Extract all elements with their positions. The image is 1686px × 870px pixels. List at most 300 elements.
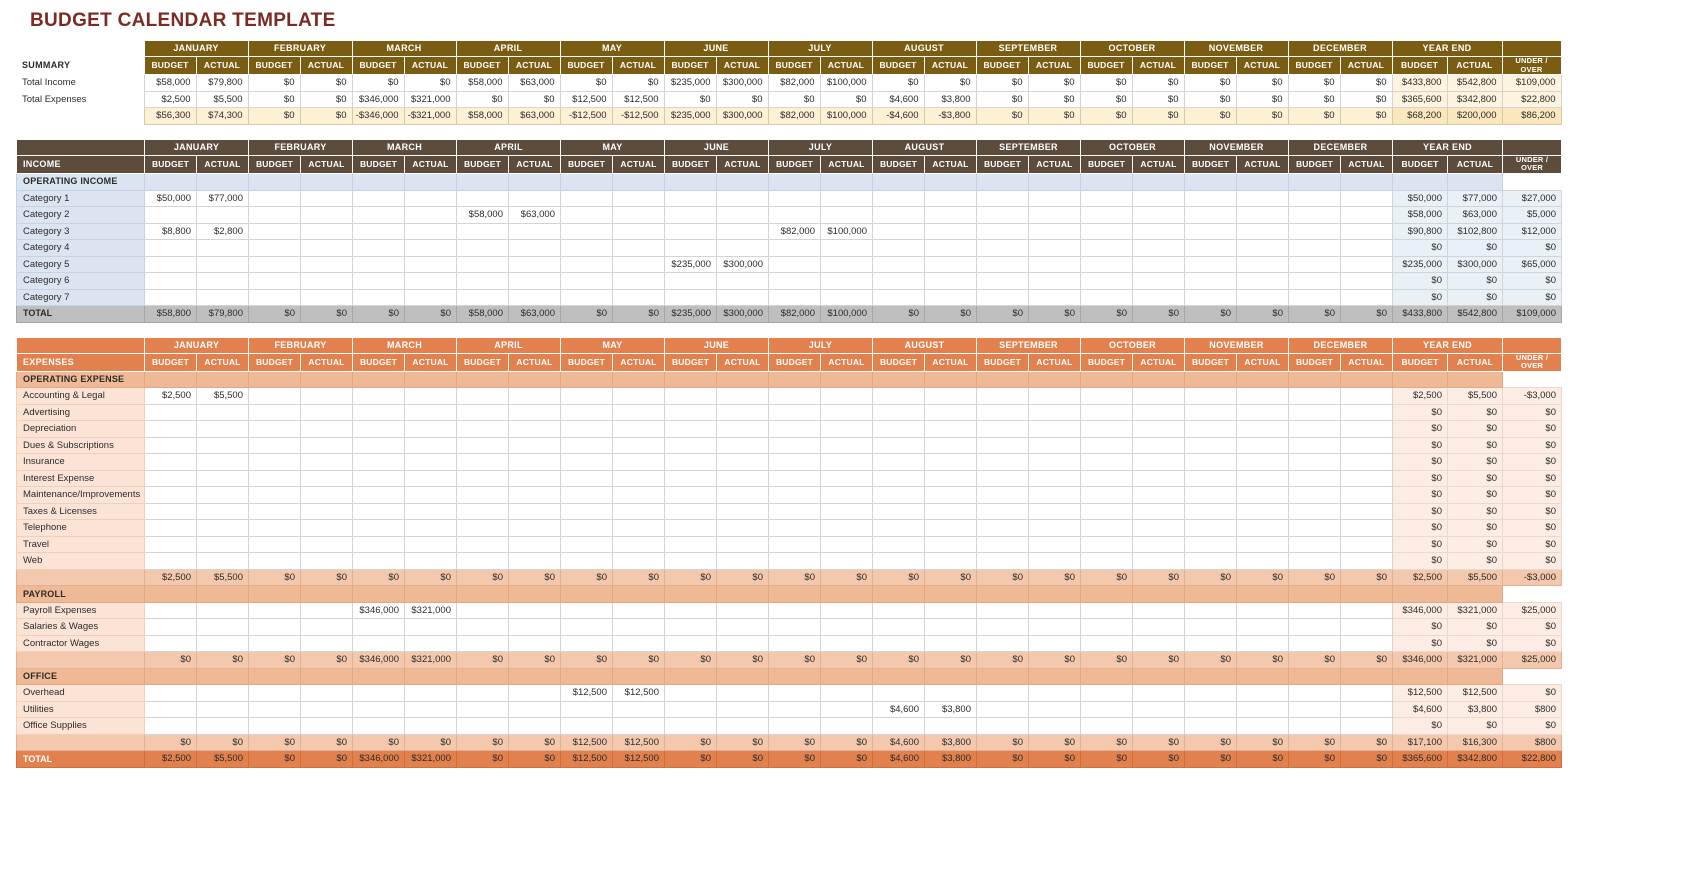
- expense-subtotal-label: [17, 652, 145, 669]
- section-filler: [769, 371, 821, 388]
- section-filler: [873, 586, 925, 603]
- cell: [977, 487, 1029, 504]
- year-end-actual: $0: [1448, 240, 1503, 257]
- actual-subheader: ACTUAL: [405, 155, 457, 173]
- cell: $0: [1289, 652, 1341, 669]
- year-end-actual: $0: [1448, 404, 1503, 421]
- cell: $5,500: [196, 91, 248, 108]
- cell: $0: [768, 91, 820, 108]
- cell: [821, 437, 873, 454]
- budget-subheader: BUDGET: [664, 57, 716, 75]
- cell: $12,500: [612, 91, 664, 108]
- cell: [1081, 602, 1133, 619]
- cell: [1341, 190, 1393, 207]
- month-header-january: JANUARY: [144, 41, 248, 57]
- cell: [145, 437, 197, 454]
- row-label: Category 6: [17, 273, 145, 290]
- actual-subheader: ACTUAL: [821, 155, 873, 173]
- month-header-row: [17, 139, 1562, 155]
- actual-subheader: ACTUAL: [1448, 353, 1503, 371]
- cell: [405, 437, 457, 454]
- cell: [925, 437, 977, 454]
- cell: [717, 454, 769, 471]
- budget-subheader: BUDGET: [456, 57, 508, 75]
- cell: [197, 685, 249, 702]
- cell: [249, 207, 301, 224]
- month-header-april: APRIL: [457, 139, 561, 155]
- cell: $0: [1184, 75, 1236, 92]
- cell: [1029, 602, 1081, 619]
- cell: [1081, 273, 1133, 290]
- cell: $0: [301, 734, 353, 751]
- cell: [1081, 207, 1133, 224]
- cell: [457, 470, 509, 487]
- budget-subheader: BUDGET: [457, 353, 509, 371]
- expense-subtotal-row: [17, 569, 1562, 586]
- cell: $0: [1029, 306, 1081, 323]
- cell: $0: [1289, 306, 1341, 323]
- cell: $12,500: [561, 685, 613, 702]
- cell: [457, 520, 509, 537]
- cell: [1081, 553, 1133, 570]
- cell: $0: [301, 751, 353, 768]
- cell: [301, 223, 353, 240]
- cell: -$12,500: [560, 108, 612, 125]
- cell: [1029, 454, 1081, 471]
- cell: [977, 388, 1029, 405]
- section-filler: [1029, 174, 1081, 191]
- cell: $12,500: [561, 751, 613, 768]
- cell: [197, 207, 249, 224]
- cell: [1133, 520, 1185, 537]
- section-filler: [145, 586, 197, 603]
- cell: [1237, 404, 1289, 421]
- cell: [769, 289, 821, 306]
- summary-row-label: Total Expenses: [16, 91, 144, 108]
- section-filler: [145, 371, 197, 388]
- cell: [1029, 553, 1081, 570]
- cell: [249, 602, 301, 619]
- under-over-value: $0: [1503, 454, 1562, 471]
- year-end-budget: $0: [1393, 470, 1448, 487]
- cell: [665, 635, 717, 652]
- cell: [301, 487, 353, 504]
- cell: [821, 273, 873, 290]
- actual-subheader: ACTUAL: [301, 155, 353, 173]
- cell: $0: [457, 751, 509, 768]
- under-over-value: $800: [1503, 701, 1562, 718]
- cell: [717, 602, 769, 619]
- cell: [821, 536, 873, 553]
- cell: [977, 207, 1029, 224]
- section-filler: [353, 668, 405, 685]
- actual-subheader: ACTUAL: [404, 57, 456, 75]
- cell: [561, 388, 613, 405]
- month-header-june: JUNE: [664, 41, 768, 57]
- cell: [457, 602, 509, 619]
- cell: [873, 223, 925, 240]
- cell: [353, 503, 405, 520]
- year-end-actual: $63,000: [1448, 207, 1503, 224]
- cell: [925, 536, 977, 553]
- year-end-actual: $0: [1448, 520, 1503, 537]
- year-end-actual: $542,800: [1447, 75, 1502, 92]
- cell: $235,000: [665, 256, 717, 273]
- cell: [1133, 190, 1185, 207]
- cell: [1133, 223, 1185, 240]
- cell: [1289, 421, 1341, 438]
- year-end-actual: $0: [1448, 470, 1503, 487]
- cell: [1029, 635, 1081, 652]
- cell: [1341, 207, 1393, 224]
- cell: [925, 223, 977, 240]
- section-filler: [249, 174, 301, 191]
- month-header-march: MARCH: [352, 41, 456, 57]
- cell: [301, 553, 353, 570]
- cell: $0: [145, 734, 197, 751]
- year-end-budget: $0: [1393, 553, 1448, 570]
- section-filler: [1341, 371, 1393, 388]
- cell: [1029, 701, 1081, 718]
- cell: $0: [1028, 91, 1080, 108]
- cell: [1237, 190, 1289, 207]
- cell: [873, 388, 925, 405]
- cell: [301, 602, 353, 619]
- section-label: OPERATING EXPENSE: [17, 371, 145, 388]
- cell: [1341, 421, 1393, 438]
- cell: [561, 503, 613, 520]
- cell: [405, 635, 457, 652]
- cell: [1237, 454, 1289, 471]
- cell: [197, 256, 249, 273]
- section-filler: [977, 174, 1029, 191]
- cell: [925, 273, 977, 290]
- cell: $0: [925, 652, 977, 669]
- cell: [509, 256, 561, 273]
- row-label: Payroll Expenses: [17, 602, 145, 619]
- year-end-budget: $58,000: [1393, 207, 1448, 224]
- cell: [249, 437, 301, 454]
- cell: [1081, 520, 1133, 537]
- cell: [613, 619, 665, 636]
- cell: [1133, 619, 1185, 636]
- year-end-actual: $300,000: [1448, 256, 1503, 273]
- cell: [405, 223, 457, 240]
- cell: [925, 685, 977, 702]
- cell: [1289, 619, 1341, 636]
- cell: $0: [1081, 652, 1133, 669]
- expense-row: [17, 388, 1562, 405]
- under-over-value: $0: [1503, 470, 1562, 487]
- cell: [821, 289, 873, 306]
- cell: [821, 388, 873, 405]
- cell: [353, 619, 405, 636]
- month-header-march: MARCH: [353, 337, 457, 353]
- cell: [1289, 404, 1341, 421]
- cell: [197, 404, 249, 421]
- cell: [353, 404, 405, 421]
- cell: [977, 256, 1029, 273]
- section-filler: [873, 668, 925, 685]
- expense-row: [17, 437, 1562, 454]
- month-header-june: JUNE: [665, 139, 769, 155]
- cell: [301, 190, 353, 207]
- cell: [301, 273, 353, 290]
- cell: $2,500: [145, 569, 197, 586]
- cell: [249, 454, 301, 471]
- cell: $0: [1340, 75, 1392, 92]
- cell: [977, 240, 1029, 257]
- cell: [561, 470, 613, 487]
- cell: [769, 273, 821, 290]
- section-filler: [1341, 668, 1393, 685]
- cell: [457, 421, 509, 438]
- section-label: PAYROLL: [17, 586, 145, 603]
- cell: $4,600: [873, 751, 925, 768]
- cell: [509, 388, 561, 405]
- budget-subheader: BUDGET: [249, 155, 301, 173]
- cell: [1341, 223, 1393, 240]
- cell: $0: [1184, 91, 1236, 108]
- expenses-table: [16, 337, 1562, 768]
- cell: [1133, 404, 1185, 421]
- cell: [873, 635, 925, 652]
- cell: [1185, 223, 1237, 240]
- budget-subheader: BUDGET: [457, 155, 509, 173]
- cell: [925, 256, 977, 273]
- cell: $0: [145, 652, 197, 669]
- cell: [561, 619, 613, 636]
- cell: [1237, 388, 1289, 405]
- summary-net-row: [16, 108, 1561, 125]
- cell: [821, 718, 873, 735]
- cell: [1185, 404, 1237, 421]
- cell: [1341, 520, 1393, 537]
- cell: $0: [405, 569, 457, 586]
- cell: $321,000: [405, 652, 457, 669]
- cell: [665, 223, 717, 240]
- cell: [457, 635, 509, 652]
- cell: $0: [352, 75, 404, 92]
- year-end-actual: $0: [1448, 487, 1503, 504]
- row-label: Maintenance/Improvements: [17, 487, 145, 504]
- cell: $321,000: [405, 602, 457, 619]
- section-filler: [1029, 586, 1081, 603]
- budget-subheader: BUDGET: [873, 353, 925, 371]
- budget-subheader: BUDGET: [1185, 353, 1237, 371]
- budget-subheader: BUDGET: [561, 155, 613, 173]
- cell: [1185, 718, 1237, 735]
- cell: [561, 421, 613, 438]
- operating-income-section: [17, 174, 1562, 191]
- cell: [665, 207, 717, 224]
- income-corner: [17, 139, 145, 155]
- section-filler: [457, 174, 509, 191]
- cell: [717, 404, 769, 421]
- under-over-subheader: UNDER / OVER: [1503, 353, 1562, 371]
- cell: [145, 454, 197, 471]
- income-row: [17, 223, 1562, 240]
- section-filler: [249, 371, 301, 388]
- cell: [769, 619, 821, 636]
- section-filler: [561, 371, 613, 388]
- cell: [145, 487, 197, 504]
- cell: [613, 553, 665, 570]
- cell: [821, 685, 873, 702]
- under-over-value: $25,000: [1503, 652, 1562, 669]
- income-total-row: [17, 306, 1562, 323]
- budget-subheader: BUDGET: [1289, 155, 1341, 173]
- cell: [1185, 685, 1237, 702]
- cell: [821, 421, 873, 438]
- section-filler: [717, 371, 769, 388]
- cell: [821, 240, 873, 257]
- cell: $3,800: [925, 734, 977, 751]
- cell: [457, 701, 509, 718]
- cell: [769, 635, 821, 652]
- expense-row: [17, 619, 1562, 636]
- cell: [509, 273, 561, 290]
- actual-subheader: ACTUAL: [509, 353, 561, 371]
- cell: [1185, 437, 1237, 454]
- cell: $0: [509, 569, 561, 586]
- cell: [1341, 487, 1393, 504]
- cell: [977, 701, 1029, 718]
- cell: [1237, 635, 1289, 652]
- cell: [873, 273, 925, 290]
- expense-subtotal-label: [17, 569, 145, 586]
- cell: [977, 602, 1029, 619]
- cell: [769, 701, 821, 718]
- section-filler: [1237, 371, 1289, 388]
- cell: [769, 388, 821, 405]
- section-filler: [1393, 668, 1448, 685]
- cell: [1289, 718, 1341, 735]
- cell: [821, 256, 873, 273]
- cell: [613, 289, 665, 306]
- cell: [301, 470, 353, 487]
- section-filler: [457, 371, 509, 388]
- cell: $0: [1341, 652, 1393, 669]
- cell: [1029, 520, 1081, 537]
- cell: [717, 240, 769, 257]
- expense-row: [17, 718, 1562, 735]
- year-end-budget: $90,800: [1393, 223, 1448, 240]
- cell: [873, 190, 925, 207]
- cell: [1185, 289, 1237, 306]
- cell: [925, 619, 977, 636]
- income-row: [17, 273, 1562, 290]
- row-label: Category 1: [17, 190, 145, 207]
- cell: $0: [612, 75, 664, 92]
- cell: $0: [1080, 75, 1132, 92]
- cell: [1185, 256, 1237, 273]
- year-end-actual: $0: [1448, 553, 1503, 570]
- income-row: [17, 207, 1562, 224]
- year-end-budget: $433,800: [1392, 75, 1447, 92]
- cell: [1185, 454, 1237, 471]
- cell: $0: [1185, 652, 1237, 669]
- budget-subheader: BUDGET: [352, 57, 404, 75]
- row-label: Category 4: [17, 240, 145, 257]
- cell: $0: [821, 569, 873, 586]
- cell: [769, 487, 821, 504]
- cell: $12,500: [560, 91, 612, 108]
- cell: [1185, 273, 1237, 290]
- cell: [509, 421, 561, 438]
- cell: $0: [249, 652, 301, 669]
- cell: [1081, 404, 1133, 421]
- cell: [1341, 273, 1393, 290]
- cell: [405, 421, 457, 438]
- cell: [665, 487, 717, 504]
- cell: [1237, 701, 1289, 718]
- cell: [1341, 470, 1393, 487]
- cell: [405, 454, 457, 471]
- cell: $0: [1185, 734, 1237, 751]
- month-header-june: JUNE: [665, 337, 769, 353]
- summary-table: [16, 40, 1562, 125]
- cell: [561, 273, 613, 290]
- budget-subheader: BUDGET: [873, 155, 925, 173]
- row-label: Interest Expense: [17, 470, 145, 487]
- cell: [353, 520, 405, 537]
- cell: $0: [1132, 108, 1184, 125]
- under-over-value: $0: [1503, 718, 1562, 735]
- under-over-value: $22,800: [1503, 751, 1562, 768]
- cell: [457, 454, 509, 471]
- row-label: Overhead: [17, 685, 145, 702]
- actual-subheader: ACTUAL: [405, 353, 457, 371]
- cell: $0: [404, 75, 456, 92]
- section-filler: [197, 668, 249, 685]
- cell: $235,000: [665, 306, 717, 323]
- cell: $0: [1029, 751, 1081, 768]
- cell: $0: [976, 108, 1028, 125]
- income-total-label: TOTAL: [17, 306, 145, 323]
- cell: [1133, 289, 1185, 306]
- cell: [197, 619, 249, 636]
- budget-subheader: BUDGET: [1289, 353, 1341, 371]
- cell: $0: [301, 306, 353, 323]
- cell: [561, 487, 613, 504]
- cell: $0: [1237, 652, 1289, 669]
- expenses-corner: [17, 337, 145, 353]
- cell: [925, 503, 977, 520]
- cell: [197, 635, 249, 652]
- row-label: Category 2: [17, 207, 145, 224]
- cell: $0: [301, 569, 353, 586]
- year-end-actual: $0: [1448, 437, 1503, 454]
- year-end-actual: $321,000: [1448, 652, 1503, 669]
- cell: [613, 635, 665, 652]
- cell: [249, 223, 301, 240]
- cell: $0: [1132, 75, 1184, 92]
- cell: [1237, 520, 1289, 537]
- cell: $0: [977, 652, 1029, 669]
- actual-subheader: ACTUAL: [820, 57, 872, 75]
- cell: [873, 240, 925, 257]
- year-end-budget: $50,000: [1393, 190, 1448, 207]
- cell: [457, 223, 509, 240]
- cell: [1081, 190, 1133, 207]
- row-label: Category 5: [17, 256, 145, 273]
- page-title: BUDGET CALENDAR TEMPLATE: [30, 10, 336, 31]
- under-over-value: $0: [1503, 635, 1562, 652]
- actual-subheader: ACTUAL: [197, 353, 249, 371]
- cell: [873, 619, 925, 636]
- expense-subtotal-label: [17, 734, 145, 751]
